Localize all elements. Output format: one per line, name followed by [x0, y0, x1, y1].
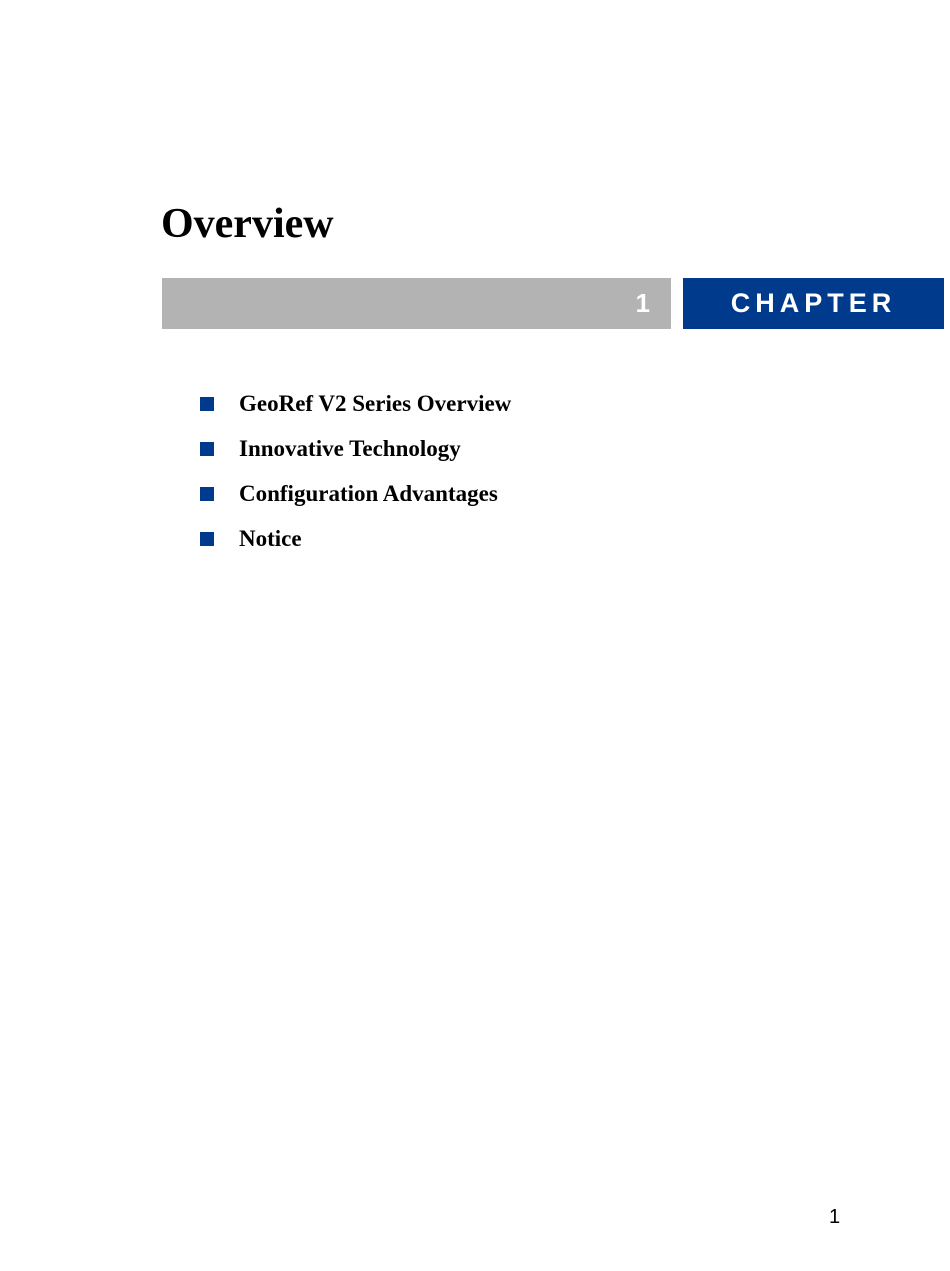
square-bullet-icon: [200, 532, 214, 546]
chapter-number: 1: [635, 288, 650, 318]
chapter-number-bar: [162, 278, 671, 329]
list-item-text: Notice: [239, 525, 302, 551]
chapter-contents-list: [200, 381, 511, 561]
square-bullet-icon: [200, 487, 214, 501]
list-item-text: Configuration Advantages: [239, 480, 498, 506]
list-item: [200, 381, 511, 426]
list-item: [200, 471, 511, 516]
list-item-text: Innovative Technology: [239, 435, 461, 461]
chapter-label: CHAPTER: [730, 288, 897, 318]
chapter-title: Overview: [161, 201, 334, 247]
list-item-text: GeoRef V2 Series Overview: [239, 390, 512, 416]
chapter-label-box: [683, 278, 944, 329]
list-item: [200, 516, 511, 561]
list-item: [200, 426, 511, 471]
page-number: 1: [829, 1206, 841, 1228]
square-bullet-icon: [200, 397, 214, 411]
square-bullet-icon: [200, 442, 214, 456]
